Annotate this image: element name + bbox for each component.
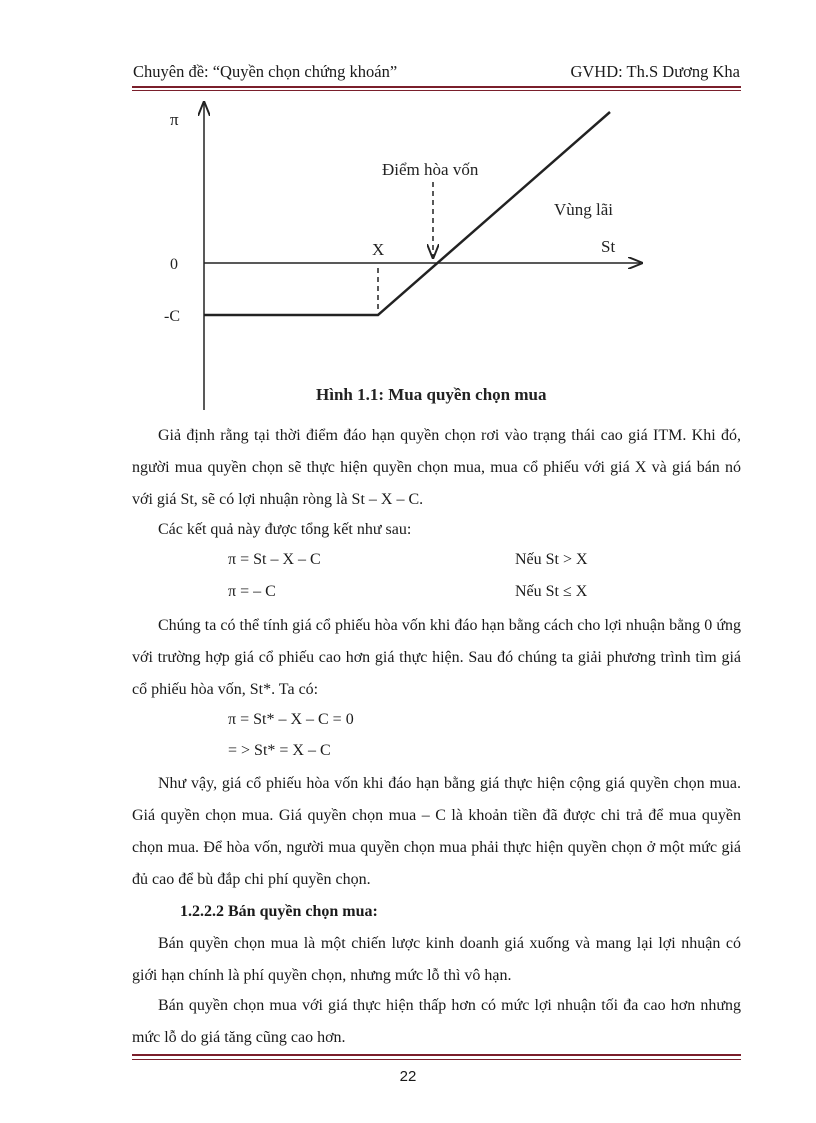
paragraph-2: Các kết quả này được tổng kết như sau: xyxy=(158,521,412,538)
page-number: 22 xyxy=(399,1068,417,1085)
payoff-line xyxy=(204,112,610,315)
zero-label: 0 xyxy=(170,256,178,273)
paragraph-1: Giả định rằng tại thời điểm đáo hạn quyền chọn rơi vào trạng thái cao giá ITM. Khi đó, người mua quyền chọn sẽ thực hiện quyền chọn mua, mua cổ phiếu với giá X và giá bán nó với giá St, sẽ có lợi nhuận ròng là St – X – C. xyxy=(132,427,741,508)
section-heading: 1.2.2.2 Bán quyền chọn mua: xyxy=(180,903,378,920)
breakeven-label: Điểm hòa vốn xyxy=(382,160,479,179)
st-label: St xyxy=(601,237,616,256)
formula-2-left: π = – C xyxy=(228,583,276,600)
paragraph-6: Bán quyền chọn mua với giá thực hiện thấp hơn có mức lợi nhuận tối đa cao hơn nhưng mức lỗ do giá tăng cũng cao hơn. xyxy=(132,997,741,1046)
profit-zone-label: Vùng lãi xyxy=(554,200,614,219)
formula-3: π = St* – X – C = 0 xyxy=(228,711,354,728)
formula-4: = > St* = X – C xyxy=(228,742,331,759)
formula-1-right: Nếu St > X xyxy=(515,551,588,568)
payoff-diagram xyxy=(160,100,650,410)
header-rule-thin xyxy=(132,90,741,91)
footer-rule xyxy=(132,1054,741,1056)
footer-rule-thin xyxy=(132,1059,741,1060)
header-advisor: GVHD: Th.S Dương Kha xyxy=(570,62,740,81)
figure-caption: Hình 1.1: Mua quyền chọn mua xyxy=(316,385,547,404)
formula-1-left: π = St – X – C xyxy=(228,551,321,568)
minus-c-label: -C xyxy=(164,308,180,325)
paragraph-5: Bán quyền chọn mua là một chiến lược kinh doanh giá xuống và mang lại lợi nhuận có giới hạn chính là phí quyền chọn, nhưng mức lỗ thì vô hạn. xyxy=(132,935,741,984)
header-rule xyxy=(132,86,741,88)
paragraph-3: Chúng ta có thể tính giá cổ phiếu hòa vốn khi đáo hạn bằng cách cho lợi nhuận bằng 0 ứng với trường hợp giá cổ phiếu cao hơn giá thực hiện. Sau đó chúng ta giải phương trình tìm giá cổ phiếu hòa vốn, St*. Ta có: xyxy=(132,617,741,698)
paragraph-4: Như vậy, giá cổ phiếu hòa vốn khi đáo hạn bằng giá thực hiện cộng giá quyền chọn mua. Giá quyền chọn mua. Giá quyền chọn mua – C là khoản tiền đã được chi trả để mua quyền chọn mua. Để hòa vốn, người mua quyền chọn mua phải thực hiện quyền chọn ở một mức giá đủ cao để bù đắp chi phí quyền chọn. xyxy=(132,775,741,888)
y-axis-label: π xyxy=(170,110,179,129)
formula-2-right: Nếu St ≤ X xyxy=(515,583,588,600)
header-title: Chuyên đề: “Quyền chọn chứng khoán” xyxy=(133,62,398,81)
strike-label: X xyxy=(372,240,385,259)
